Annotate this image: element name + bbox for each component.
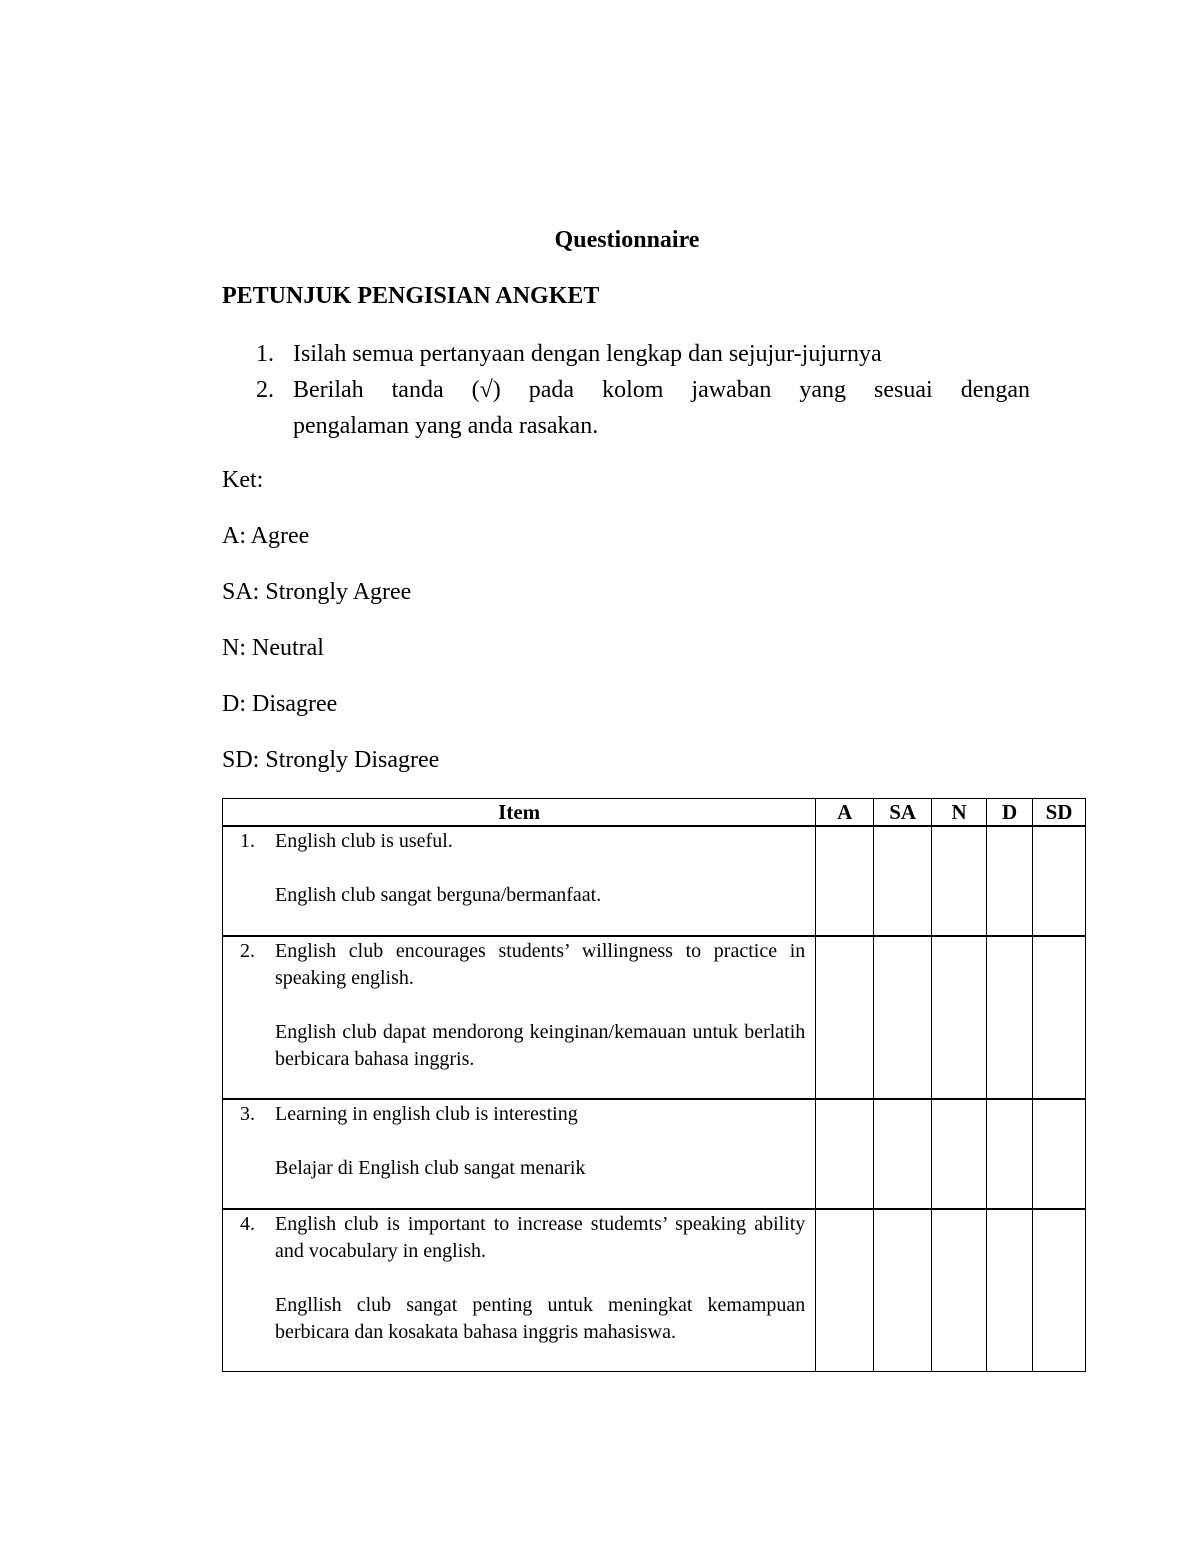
item-indonesian: English club dapat mendorong keinginan/kemauan untuk berlatih berbicara bahasa inggris. bbox=[275, 1021, 806, 1070]
table-row bbox=[223, 936, 1086, 1099]
answer-cell-strongly-agree[interactable] bbox=[874, 826, 932, 936]
instruction-text-continued: pengalaman yang anda rasakan. bbox=[293, 413, 599, 439]
answer-cell-disagree[interactable] bbox=[987, 1209, 1033, 1372]
table-header-row bbox=[223, 799, 1086, 827]
header-agree: A bbox=[816, 799, 874, 827]
instruction-item bbox=[222, 336, 1030, 372]
item-indonesian: Engllish club sangat penting untuk meningkat kemampuan berbicara dan kosakata bahasa inggris mahasiswa. bbox=[275, 1294, 806, 1343]
answer-cell-strongly-disagree[interactable] bbox=[1033, 826, 1086, 936]
answer-cell-disagree[interactable] bbox=[987, 936, 1033, 1099]
answer-cell-strongly-disagree[interactable] bbox=[1033, 1209, 1086, 1372]
table-row bbox=[223, 1099, 1086, 1209]
table-row bbox=[223, 1209, 1086, 1372]
answer-cell-neutral[interactable] bbox=[932, 1209, 987, 1372]
answer-cell-strongly-agree[interactable] bbox=[874, 936, 932, 1099]
item-cell bbox=[223, 1209, 816, 1372]
instruction-number: 1. bbox=[256, 341, 274, 367]
instruction-text: Isilah semua pertanyaan dengan lengkap dan sejujur-jujurnya bbox=[293, 341, 882, 367]
instruction-item bbox=[222, 372, 1030, 444]
answer-cell-neutral[interactable] bbox=[932, 1099, 987, 1209]
questionnaire-table bbox=[222, 798, 1086, 1372]
item-number: 4. bbox=[240, 1213, 255, 1235]
instructions-heading: PETUNJUK PENGISIAN ANGKET bbox=[222, 283, 600, 309]
table-row bbox=[223, 826, 1086, 936]
instruction-text: Berilah tanda (√) pada kolom jawaban yang sesuai dengan bbox=[293, 377, 1030, 403]
item-indonesian: Belajar di English club sangat menarik bbox=[275, 1157, 586, 1179]
header-disagree: D bbox=[987, 799, 1033, 827]
item-english: English club encourages students’ willingness to practice in speaking english. bbox=[275, 940, 806, 989]
answer-cell-strongly-agree[interactable] bbox=[874, 1099, 932, 1209]
instruction-list bbox=[222, 336, 1030, 444]
header-strongly-disagree: SD bbox=[1033, 799, 1086, 827]
item-number: 2. bbox=[240, 940, 255, 962]
instruction-number: 2. bbox=[256, 377, 274, 403]
page-title: Questionnaire bbox=[554, 227, 700, 253]
answer-cell-agree[interactable] bbox=[816, 936, 874, 1099]
answer-cell-strongly-agree[interactable] bbox=[874, 1209, 932, 1372]
legend-label: Ket: bbox=[222, 467, 264, 493]
item-number: 1. bbox=[240, 830, 255, 852]
header-strongly-agree: SA bbox=[874, 799, 932, 827]
answer-cell-neutral[interactable] bbox=[932, 936, 987, 1099]
item-number: 3. bbox=[240, 1103, 255, 1125]
item-english: Learning in english club is interesting bbox=[275, 1103, 578, 1125]
item-cell bbox=[223, 826, 816, 936]
header-item: Item bbox=[223, 799, 816, 827]
item-english: English club is useful. bbox=[275, 830, 453, 852]
answer-cell-disagree[interactable] bbox=[987, 826, 1033, 936]
legend-strongly-disagree: SD: Strongly Disagree bbox=[222, 747, 440, 773]
legend bbox=[222, 464, 439, 800]
answer-cell-agree[interactable] bbox=[816, 1099, 874, 1209]
answer-cell-neutral[interactable] bbox=[932, 826, 987, 936]
answer-cell-strongly-disagree[interactable] bbox=[1033, 1099, 1086, 1209]
answer-cell-agree[interactable] bbox=[816, 826, 874, 936]
item-cell bbox=[223, 1099, 816, 1209]
answer-cell-agree[interactable] bbox=[816, 1209, 874, 1372]
item-cell bbox=[223, 936, 816, 1099]
header-neutral: N bbox=[932, 799, 987, 827]
answer-cell-disagree[interactable] bbox=[987, 1099, 1033, 1209]
legend-disagree: D: Disagree bbox=[222, 691, 338, 717]
legend-agree: A: Agree bbox=[222, 523, 310, 549]
answer-cell-strongly-disagree[interactable] bbox=[1033, 936, 1086, 1099]
legend-neutral: N: Neutral bbox=[222, 635, 324, 661]
item-indonesian: English club sangat berguna/bermanfaat. bbox=[275, 884, 602, 906]
item-english: English club is important to increase studemts’ speaking ability and vocabulary in english. bbox=[275, 1213, 806, 1262]
legend-strongly-agree: SA: Strongly Agree bbox=[222, 579, 412, 605]
